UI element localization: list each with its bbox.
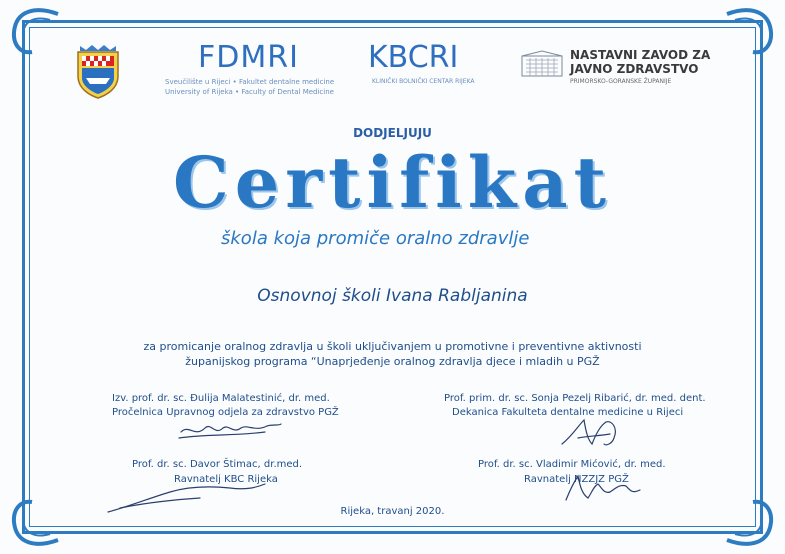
signatory-top-right-title: Dekanica Fakulteta dentalne medicine u Rijeci bbox=[452, 407, 684, 418]
reason-line2: županijskog programa “Unaprjeđenje oralnog zdravlja djece i mladih u PGŽ bbox=[185, 355, 600, 368]
kbcri-logo: KBCRI bbox=[368, 40, 459, 75]
nzjz-logo-text bbox=[570, 48, 710, 76]
county-coat-of-arms-icon bbox=[74, 42, 122, 100]
fdmri-caption-line1: Sveučilište u Rijeci • Fakultet dentalne medicine bbox=[165, 78, 335, 86]
signatory-bottom-left-title: Ravnatelj KBC Rijeka bbox=[174, 474, 278, 485]
certificate-inner-border bbox=[29, 27, 756, 527]
signatory-top-left-name: Izv. prof. dr. sc. Đulija Malatestinić, dr. med. bbox=[112, 393, 330, 404]
signature-top-right bbox=[558, 414, 638, 454]
corner-ornament-bottom-left bbox=[6, 492, 64, 550]
signatory-top-left-title: Pročelnica Upravnog odjela za zdravstvo PGŽ bbox=[112, 407, 339, 418]
signatory-bottom-right-name: Prof. dr. sc. Vladimir Mićović, dr. med. bbox=[478, 459, 666, 470]
nzjz-line1: NASTAVNI ZAVOD ZA bbox=[570, 48, 711, 62]
fdmri-logo: FDMRI bbox=[198, 40, 299, 75]
signature-bottom-right bbox=[560, 470, 650, 510]
nzjz-caption: PRIMORSKO-GORANSKE ŽUPANIJE bbox=[570, 78, 672, 85]
awarded-label: DODJELJUJU bbox=[353, 126, 432, 140]
recipient-name: Osnovnoj školi Ivana Rabljanina bbox=[257, 286, 528, 306]
corner-ornament-top-left bbox=[6, 4, 64, 62]
corner-ornament-bottom-right bbox=[721, 492, 779, 550]
signatory-bottom-left-name: Prof. dr. sc. Davor Štimac, dr.med. bbox=[132, 459, 303, 470]
nzjz-line2: JAVNO ZDRAVSTVO bbox=[570, 62, 699, 76]
nzjz-building-icon bbox=[520, 50, 564, 78]
signatory-bottom-right-title: Ravnatelj NZZJZ PGŽ bbox=[524, 474, 629, 485]
signature-top-left bbox=[175, 414, 285, 444]
reason-line1: za promicanje oralnog zdravlja u školi uključivanjem u promotivne i preventivne aktivnosti bbox=[143, 340, 642, 353]
signatory-top-right-name: Prof. prim. dr. sc. Sonja Pezelj Ribarić, dr. med. dent. bbox=[444, 393, 706, 404]
place-and-date: Rijeka, travanj 2020. bbox=[340, 506, 445, 517]
certificate-title: Certifikat bbox=[173, 141, 612, 224]
kbcri-caption: KLINIČKI BOLNIČKI CENTAR RIJEKA bbox=[372, 78, 475, 85]
corner-ornament-top-right bbox=[721, 4, 779, 62]
certificate-subtitle: škola koja promiče oralno zdravlje bbox=[221, 228, 530, 249]
fdmri-caption-line2: University of Rijeka • Faculty of Dental Medicine bbox=[165, 88, 334, 96]
